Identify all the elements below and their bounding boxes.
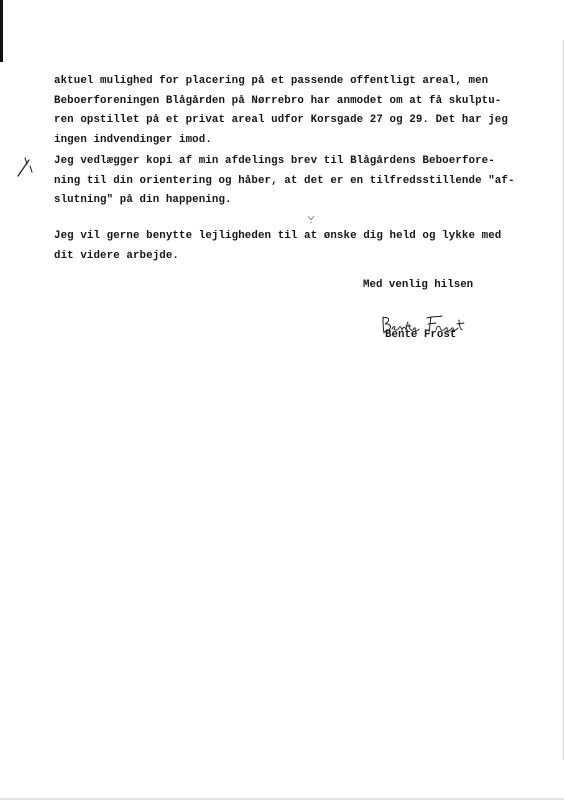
text-line: ingen indvendinger imod.: [54, 133, 212, 146]
paragraph-1: [54, 72, 534, 150]
paragraph-3: [54, 227, 534, 266]
signer-name: Bente Frost: [385, 329, 457, 341]
handwritten-margin-mark-icon: [12, 154, 40, 180]
text-line: dit videre arbejde.: [54, 249, 180, 262]
text-line: slutning" på din happening.: [54, 194, 232, 206]
text-line: aktuel mulighed for placering på et passende offentligt areal, men: [54, 75, 489, 87]
text-line: Beboerforeningen Blågården på Nørrebro har anmodet om at få skulptu-: [54, 94, 502, 107]
closing-salutation: Med venlig hilsen: [363, 279, 474, 291]
text-line: Jeg vil gerne benytte lejligheden til at ønske dig held og lykke med: [54, 230, 502, 242]
scan-speck: [306, 214, 316, 224]
text-line: Jeg vedlægger kopi af min afdelings brev til Blågårdens Beboerfore-: [54, 155, 495, 167]
text-line: ren opstillet på et privat areal udfor Korsgade 27 og 29. Det har jeg: [54, 114, 508, 126]
text-line: ning til din orientering og håber, at det er en tilfredsstillende "af-: [54, 174, 515, 187]
paragraph-2: [54, 152, 534, 211]
scan-edge-mark: [0, 0, 3, 62]
